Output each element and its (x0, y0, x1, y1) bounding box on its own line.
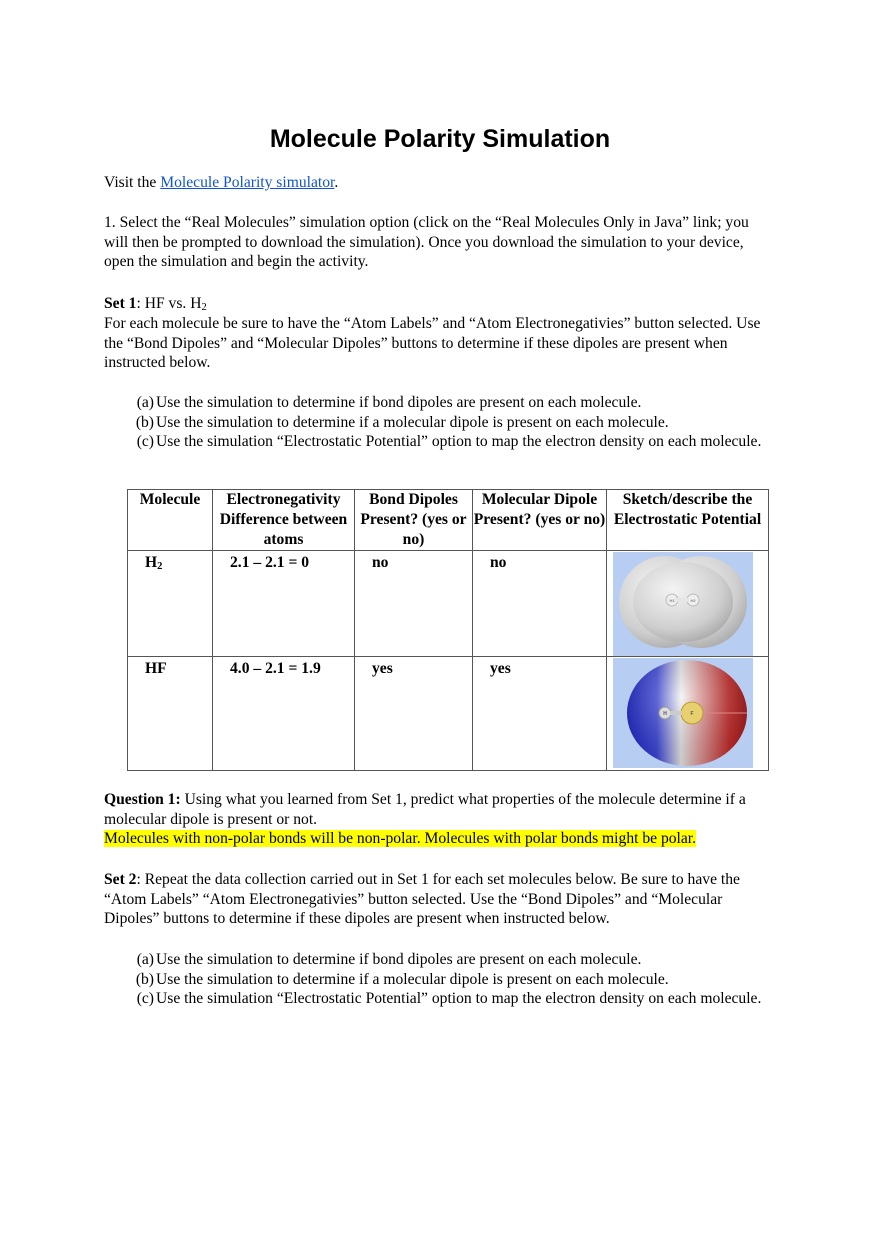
question-1-answer: Molecules with non-polar bonds will be non-polar. Molecules with polar bonds might be polar. (104, 830, 697, 847)
cell-molecule: $H_2$ (128, 551, 213, 657)
table-row (128, 657, 769, 771)
cell-bond-dipoles: yes (355, 657, 473, 771)
cell-molecule: HF (128, 657, 213, 771)
hf-atom-label-f: F (690, 711, 694, 717)
intro-line: Visit the Molecule Polarity simulator. (104, 174, 339, 191)
h2-atom-label-2: H2 (690, 598, 696, 603)
cell-molecular-dipole: no (473, 551, 607, 657)
cell-electrostatic-potential (607, 551, 769, 657)
set-1-instructions: For each molecule be sure to have the “Atom Labels” and “Atom Electronegativies” button selected. Use the “Bond Dipoles” and “Molecular Dipoles” buttons to determine if these dipoles are present when instructed below. (104, 315, 761, 371)
table-row (128, 551, 769, 657)
set-1-steps (104, 393, 776, 452)
cell-en-difference: 4.0 – 2.1 = 1.9 (213, 657, 355, 771)
list-item: (a) Use the simulation to determine if bond dipoles are present on each molecule. (136, 394, 642, 411)
set-2-steps (104, 950, 776, 1009)
hf-atom-label-h: H (663, 711, 667, 717)
list-item: (c) Use the simulation “Electrostatic Potential” option to map the electron density on each molecule. (136, 990, 762, 1007)
header-molecule: Molecule (128, 490, 213, 551)
simulator-link[interactable]: Molecule Polarity simulator (160, 174, 335, 191)
header-en-difference: Electronegativity Difference between atoms (213, 490, 355, 551)
cell-molecular-dipole: yes (473, 657, 607, 771)
cell-bond-dipoles: no (355, 551, 473, 657)
list-item: (b) Use the simulation to determine if a molecular dipole is present on each molecule. (135, 970, 669, 988)
list-item: (c) Use the simulation “Electrostatic Potential” option to map the electron density on each molecule. (136, 433, 762, 450)
header-electrostatic-potential: Sketch/describe the Electrostatic Potential (607, 490, 769, 551)
header-bond-dipoles: Bond Dipoles Present? (yes or no) (355, 490, 473, 551)
step-1-text: 1. Select the “Real Molecules” simulation option (click on the “Real Molecules Only in Java” link; you will then be prompted to download the simulation). Once you download the simulation to your device, open the simulation and begin the activity. (104, 214, 749, 270)
h2-electrostatic-potential-image (613, 552, 753, 656)
list-item: (a) Use the simulation to determine if bond dipoles are present on each molecule. (136, 951, 642, 968)
header-molecular-dipole: Molecular Dipole Present? (yes or no) (473, 490, 607, 551)
set-2-text: Set 2: Repeat the data collection carried out in Set 1 for each set molecules below. Be sure to have the “Atom Labels” “Atom Electronegativies” button selected. Use the “Bond Dipoles” and “Molecular Dipoles” buttons to determine if these dipoles are present when instructed below. (104, 871, 740, 927)
table-header-row (128, 490, 769, 551)
list-item: (b) Use the simulation to determine if a molecular dipole is present on each molecule. (135, 413, 669, 431)
set-1-data-table (127, 489, 769, 771)
cell-en-difference: 2.1 – 2.1 = 0 (213, 551, 355, 657)
page-title: Molecule Polarity Simulation (269, 125, 611, 153)
hf-electrostatic-potential-image (613, 658, 753, 768)
cell-electrostatic-potential (607, 657, 769, 771)
set-1-heading: Set 1: HF vs. $H_2$ (104, 295, 207, 313)
h2-atom-label-1: H1 (669, 598, 675, 603)
question-1: Question 1: Using what you learned from Set 1, predict what properties of the molecule determine if a molecular dipole is present or not. (104, 791, 746, 828)
